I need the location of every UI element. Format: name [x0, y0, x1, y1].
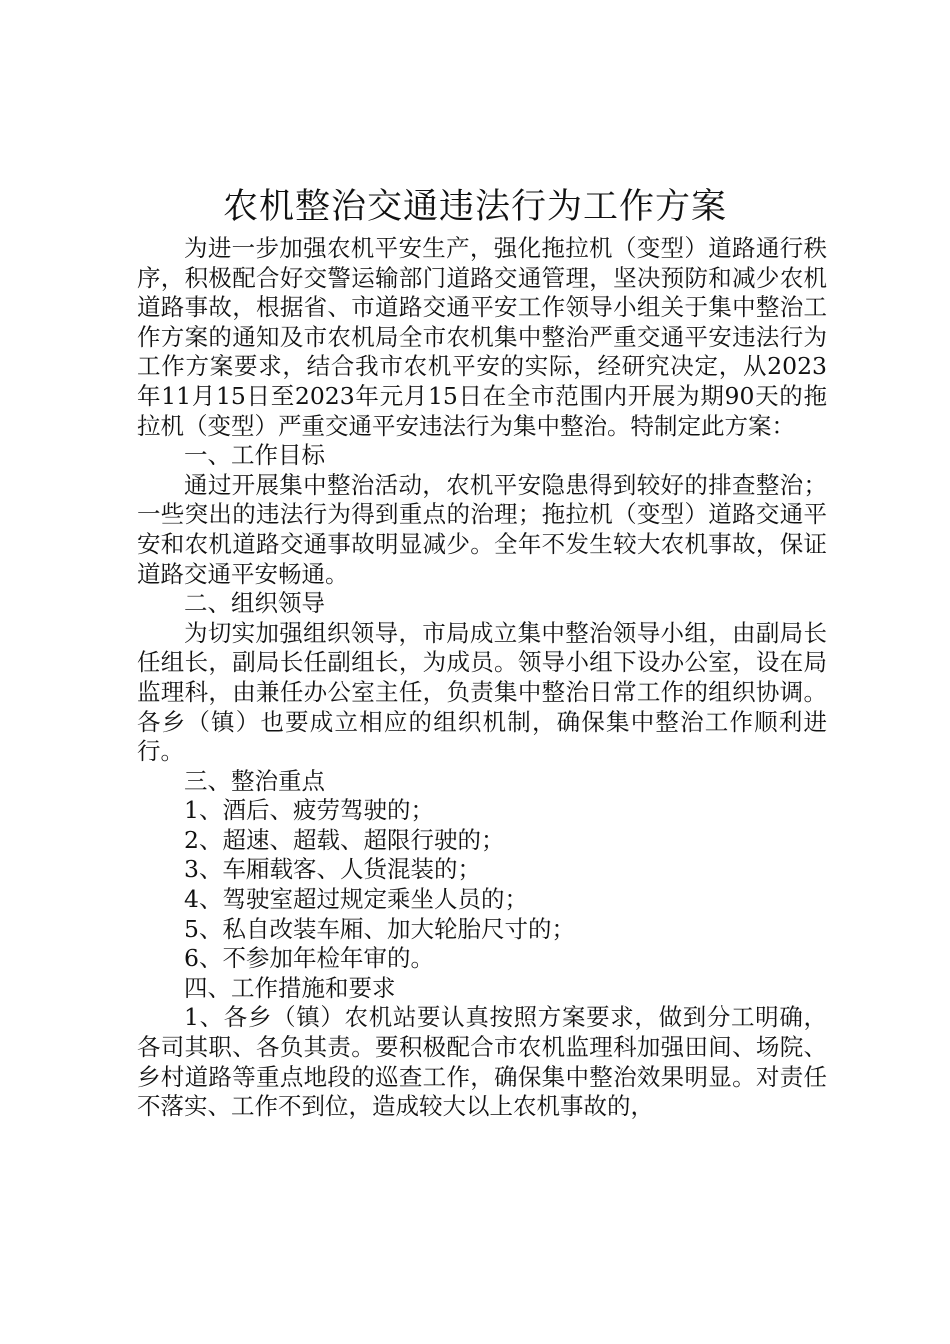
focus-item-5: 5、私自改装车厢、加大轮胎尺寸的； [184, 914, 575, 943]
measures-paragraph-1: 1、各乡（镇）农机站要认真按照方案要求，做到分工明确，各司其职、各负其责。要积极配合市农机监理科加强田间、场院、乡村道路等重点地段的巡查工作，确保集中整治效果明显。对责任不落实、工作不到位，造成较大以上农机事故的， [137, 1003, 827, 1121]
section-heading-goals: 一、工作目标 [184, 441, 325, 470]
intro-paragraph: 为进一步加强农机平安生产，强化拖拉机（变型）道路通行秩序，积极配合好交警运输部门道路交通管理，坚决预防和减少农机道路事故，根据省、市道路交通平安工作领导小组关于集中整治工作方案的通知及市农机局全市农机集中整治严重交通平安违法行为工作方案要求，结合我市农机平安的实际，经研究决定，从2023年11月15日至2023年元月15日在全市范围内开展为期90天的拖拉机（变型）严重交通平安违法行为集中整治。特制定此方案： [137, 234, 827, 440]
focus-item-6: 6、不参加年检年审的。 [184, 944, 434, 973]
leadership-paragraph: 为切实加强组织领导，市局成立集中整治领导小组，由副局长任组长，副局长任副组长，为成员。领导小组下设办公室，设在局监理科，由兼任办公室主任，负责集中整治日常工作的组织协调。各乡（镇）也要成立相应的组织机制，确保集中整治工作顺利进行。 [137, 618, 827, 766]
section-heading-measures: 四、工作措施和要求 [184, 973, 396, 1002]
section-heading-leadership: 二、组织领导 [184, 589, 325, 618]
focus-item-1: 1、酒后、疲劳驾驶的； [184, 796, 434, 825]
focus-item-3: 3、车厢载客、人货混装的； [184, 855, 481, 884]
document-body [137, 234, 827, 1122]
focus-item-2: 2、超速、超载、超限行驶的； [184, 825, 505, 854]
focus-item-4: 4、驾驶室超过规定乘坐人员的； [184, 885, 528, 914]
section-heading-focus: 三、整治重点 [184, 766, 325, 795]
goals-paragraph: 通过开展集中整治活动，农机平安隐患得到较好的排查整治；一些突出的违法行为得到重点的治理；拖拉机（变型）道路交通平安和农机道路交通事故明显减少。全年不发生较大农机事故，保证道路交通平安畅通。 [137, 470, 827, 588]
document-title: 农机整治交通违法行为工作方案 [222, 187, 727, 227]
